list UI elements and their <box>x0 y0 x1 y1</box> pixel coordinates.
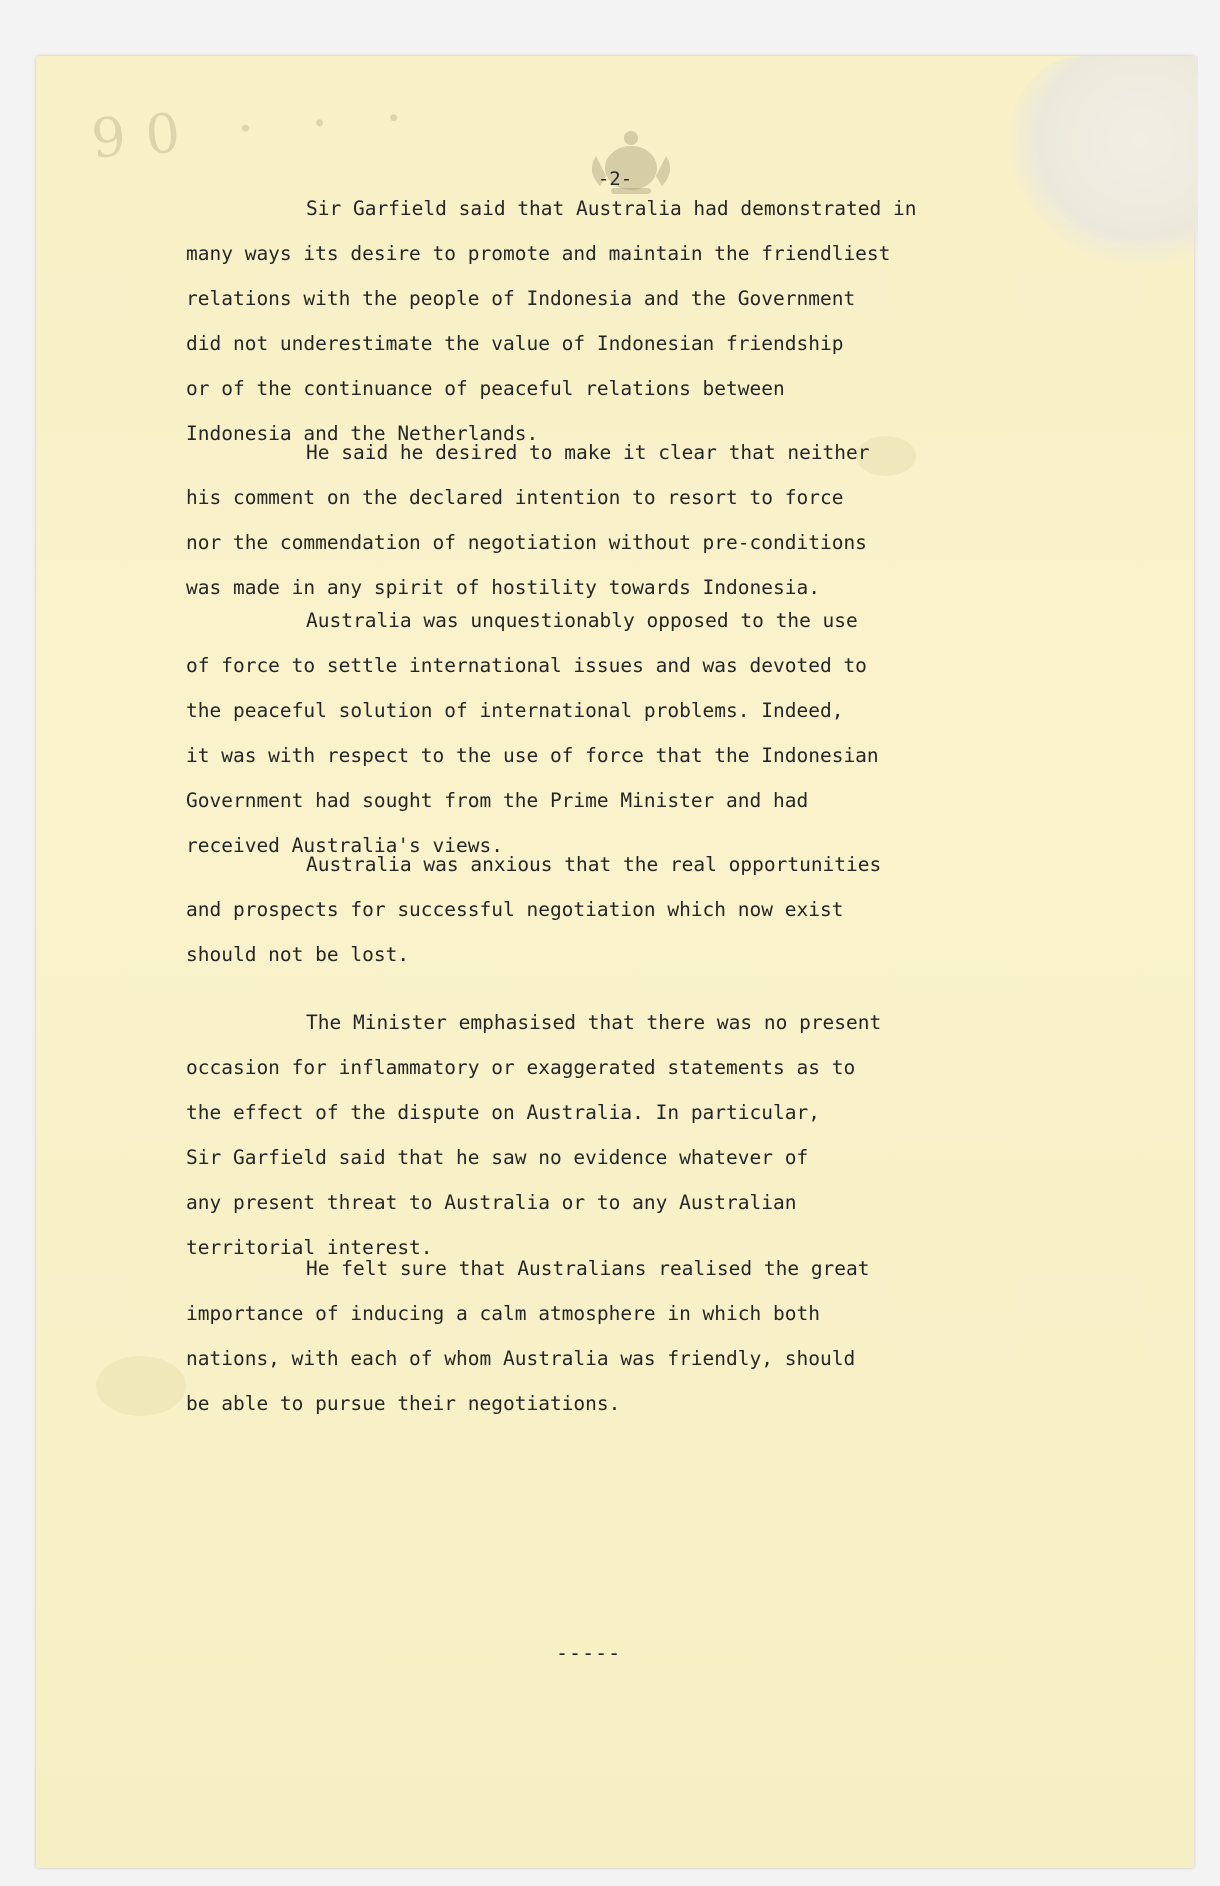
paper-stain <box>96 1356 186 1416</box>
paragraph-4 <box>186 842 1036 977</box>
paragraph-4-first-line: Australia was anxious that the real opportunities <box>306 853 882 876</box>
paragraph-2-line: was made in any spirit of hostility towards Indonesia. <box>186 576 820 599</box>
paragraph-4-line: and prospects for successful negotiation which now exist <box>186 898 844 921</box>
paragraph-4-line: should not be lost. <box>186 943 410 966</box>
paragraph-6-line: nations, with each of whom Australia was friendly, should <box>186 1347 856 1370</box>
paper-sheet <box>36 56 1194 1868</box>
paragraph-5-line: territorial interest. <box>186 1236 433 1259</box>
paragraph-5-line: Sir Garfield said that he saw no evidence whatever of <box>186 1146 809 1169</box>
paragraph-1-line: Indonesia and the Netherlands. <box>186 422 539 445</box>
paragraph-3-first-line: Australia was unquestionably opposed to the use <box>306 609 858 632</box>
paragraph-5 <box>186 1000 1036 1270</box>
paragraph-3 <box>186 598 1036 868</box>
paragraph-1-line: or of the continuance of peaceful relations between <box>186 377 785 400</box>
page-number: -2- <box>597 168 633 190</box>
paragraph-1-line: many ways its desire to promote and maintain the friendliest <box>186 242 891 265</box>
faint-pencil-marking: 90 · · · <box>89 84 425 171</box>
paragraph-3-line: the peaceful solution of international problems. Indeed, <box>186 699 844 722</box>
paragraph-1 <box>186 186 1036 456</box>
paragraph-3-line: it was with respect to the use of force that the Indonesian <box>186 744 879 767</box>
paragraph-5-line: the effect of the dispute on Australia. In particular, <box>186 1101 820 1124</box>
paragraph-6-first-line: He felt sure that Australians realised the great <box>306 1257 870 1280</box>
torn-corner <box>1008 56 1198 266</box>
paragraph-6-line: be able to pursue their negotiations. <box>186 1392 621 1415</box>
paragraph-3-line: Government had sought from the Prime Minister and had <box>186 789 809 812</box>
paragraph-2-first-line: He said he desired to make it clear that neither <box>306 441 870 464</box>
paragraph-5-first-line: The Minister emphasised that there was no present <box>306 1011 882 1034</box>
paragraph-1-line: did not underestimate the value of Indonesian friendship <box>186 332 844 355</box>
paragraph-6 <box>186 1246 1036 1426</box>
paragraph-2-line: nor the commendation of negotiation without pre-conditions <box>186 531 867 554</box>
paragraph-3-line: of force to settle international issues and was devoted to <box>186 654 867 677</box>
paragraph-1-first-line: Sir Garfield said that Australia had demonstrated in <box>306 197 917 220</box>
paragraph-3-line: received Australia's views. <box>186 834 503 857</box>
paragraph-6-line: importance of inducing a calm atmosphere in which both <box>186 1302 820 1325</box>
paragraph-5-line: occasion for inflammatory or exaggerated statements as to <box>186 1056 856 1079</box>
paragraph-2 <box>186 430 1036 610</box>
closing-dashes: ----- <box>556 1641 622 1665</box>
paragraph-1-line: relations with the people of Indonesia and the Government <box>186 287 856 310</box>
paragraph-5-line: any present threat to Australia or to any Australian <box>186 1191 797 1214</box>
paragraph-2-line: his comment on the declared intention to resort to force <box>186 486 844 509</box>
